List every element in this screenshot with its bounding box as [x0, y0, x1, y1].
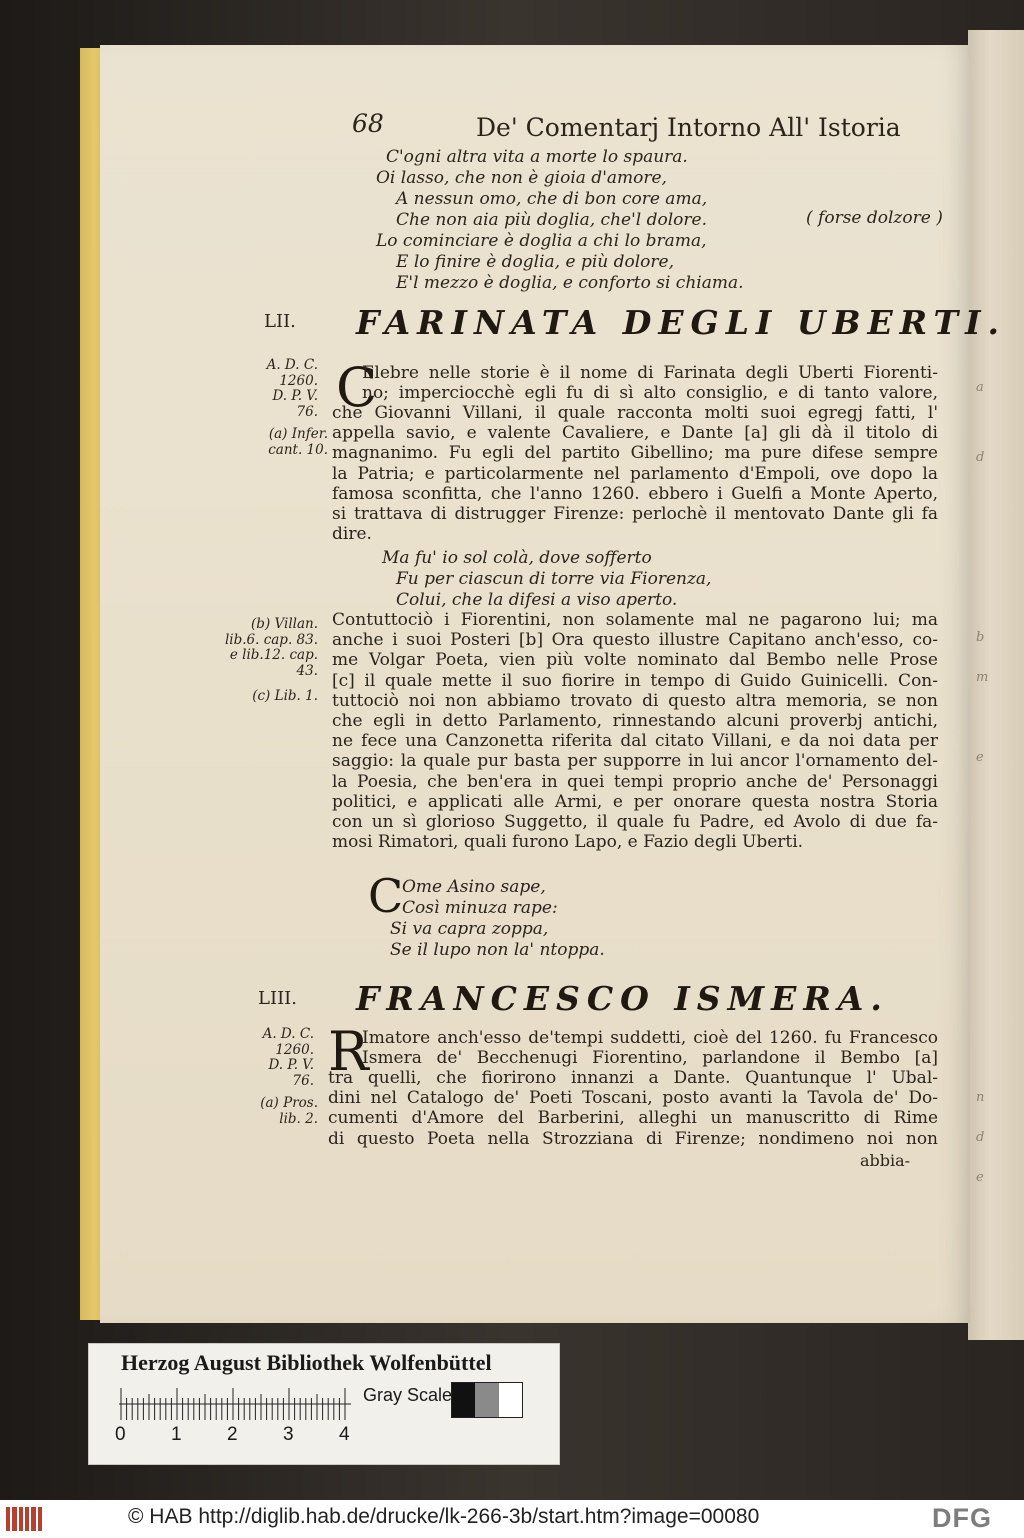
ghost-letter: b [976, 630, 985, 645]
section-number: LIII. [258, 988, 298, 1009]
poem-line: Se il lupo non la' ntoppa. [390, 940, 605, 960]
poem-line: Ome Asino sape, [402, 877, 546, 897]
catchword: abbia- [860, 1151, 911, 1170]
scale-number: 1 [171, 1424, 182, 1445]
footer-bar [0, 1500, 1024, 1538]
ghost-letter: d [976, 1130, 985, 1145]
margin-note-dates: A. D. C. 1260. D. P. V. 76. [262, 1026, 314, 1089]
margin-note-a: (a) Pros. lib. 2. [260, 1095, 318, 1127]
source-credit-link[interactable]: © HAB http://diglib.hab.de/drucke/lk-266-3b/start.htm?image=00080 [128, 1505, 760, 1528]
forse-note: ( forse dolzore ) [806, 208, 943, 228]
scale-number: 2 [227, 1424, 238, 1445]
section-number: LII. [264, 311, 296, 332]
quote-line: Fu per ciascun di torre via Fiorenza, [396, 569, 712, 589]
running-title: De' Comentarj Intorno All' Istoria [476, 113, 901, 142]
scale-number: 3 [283, 1424, 294, 1445]
poem-line: Così minuza rape: [402, 898, 558, 918]
verse-line: C'ogni altra vita a morte lo spaura. [386, 147, 688, 167]
ghost-letter: m [976, 670, 989, 685]
verse-line: Che non aia più doglia, che'l dolore. [396, 210, 707, 230]
ghost-letter: a [976, 380, 984, 395]
ghost-letter: e [976, 1170, 984, 1185]
ruler-scale [119, 1386, 351, 1422]
next-page-edge [968, 30, 1024, 1340]
drop-cap: C [336, 356, 378, 419]
dfg-logo: DFG [932, 1503, 992, 1533]
quote-line: Ma fu' io sol colà, dove sofferto [382, 548, 652, 568]
scale-number: 4 [339, 1424, 350, 1445]
color-checker-card [88, 1343, 560, 1465]
swatch-white [499, 1383, 522, 1417]
gray-scale-label: Gray Scale [363, 1385, 453, 1405]
paragraph-liii: Imatore anch'esso de'tempi suddetti, cioè del 1260. fu Francesco Ismera de' Becchenugi Fiorentino, parlandone il Bembo [a] [362, 1028, 938, 1069]
drop-cap: R [328, 1020, 369, 1083]
poem-line: Si va capra zoppa, [390, 919, 549, 939]
gray-swatches [451, 1382, 523, 1418]
verse-line: E'l mezzo è doglia, e conforto si chiama. [396, 273, 744, 293]
institution-name: Herzog August Bibliothek Wolfenbüttel [121, 1350, 492, 1375]
section-title: FARINATA DEGLI UBERTI. [356, 303, 1006, 342]
poem-drop-cap: C [368, 869, 404, 923]
ghost-letter: n [976, 1090, 985, 1105]
paragraph-lii-1: Elebre nelle storie è il nome di Farinata degli Uberti Fiorenti- no; imperciocchè egli fu di sì alto consiglio, e di tanto valore, [362, 363, 938, 404]
ghost-letter: e [976, 750, 984, 765]
paragraph-lii-1-cont: che Giovanni Villani, il quale racconta molti suoi egregj fatti, l' appella savio, e valente Cavaliere, e Dante [a] gli dà il titolo di magnanimo. Fu egli del partito Gibellino; ma pure difese sempre la Patria; e particolarmente nel parlamento d'Empoli, ove dopo la famosa sconfitta, che l'anno 1260. ebbero i Guelfi a Monte Aperto, si trattava di distrugger Firenze: perlochè il mentovato Dante gli fa dire. [332, 403, 938, 545]
paragraph-lii-2: Contuttociò i Fiorentini, non solamente mal ne pagarono lui; ma anche i suoi Posteri [b] Ora questo illustre Capitano anch'esso, co- me Volgar Poeta, vien più volte nominato dal Bembo nelle Prose [c] il quale mette il suo fiorire in tempo di Guido Guinicelli. Con- tuttociò noi non abbiamo trovato di questo altra memoria, se non che egli in detto Parlamento, rinnestando alcuni proverbj antichi, ne fece una Canzonetta riferita dal citato Villani, e da noi data per saggio: la quale pur basta per supporre in lui ancor l'ornamento del- la Poesia, che ben'era in quei tempi proprio anche de' Personaggi politici, e applicati alle Armi, e per onorare questa nostra Storia con un sì glorioso Suggetto, il quale fu Padre, ed Avolo di due fa- mosi Rimatori, quali furono Lapo, e Fazio degli Uberti. [332, 610, 938, 853]
ghost-letter: d [976, 450, 985, 465]
book-page [100, 45, 1006, 1323]
swatch-black [452, 1383, 475, 1417]
verse-line: E lo finire è doglia, e più dolore, [396, 252, 675, 272]
section-title: FRANCESCO ISMERA. [356, 979, 889, 1018]
hab-logo-icon [6, 1507, 42, 1531]
paragraph-liii-cont: tra quelli, che fiorirono innanzi a Dante. Quantunque l' Ubal- dini nel Catalogo de' Poeti Toscani, posto avanti la Tavola de' Do- cumenti d'Amore del Barberini, alleghi un manuscritto di Rime di questo Poeta nella Strozziana di Firenze; nondimeno noi non [328, 1068, 938, 1149]
margin-note-a: (a) Infer. cant. 10. [268, 426, 328, 458]
margin-note-dates: A. D. C. 1260. D. P. V. 76. [266, 357, 318, 420]
margin-note-c: (c) Lib. 1. [252, 688, 318, 704]
swatch-gray [475, 1383, 498, 1417]
page-number: 68 [352, 109, 384, 138]
quote-line: Colui, che la difesi a viso aperto. [396, 590, 678, 610]
verse-line: Oi lasso, che non è gioia d'amore, [376, 168, 667, 188]
verse-line: A nessun omo, che di bon core ama, [396, 189, 708, 209]
margin-note-b: (b) Villan. lib.6. cap. 83. e lib.12. cap. 43. [224, 616, 318, 679]
scale-numbers [115, 1424, 355, 1448]
scale-number: 0 [115, 1424, 126, 1445]
verse-line: Lo cominciare è doglia a chi lo brama, [376, 231, 707, 251]
